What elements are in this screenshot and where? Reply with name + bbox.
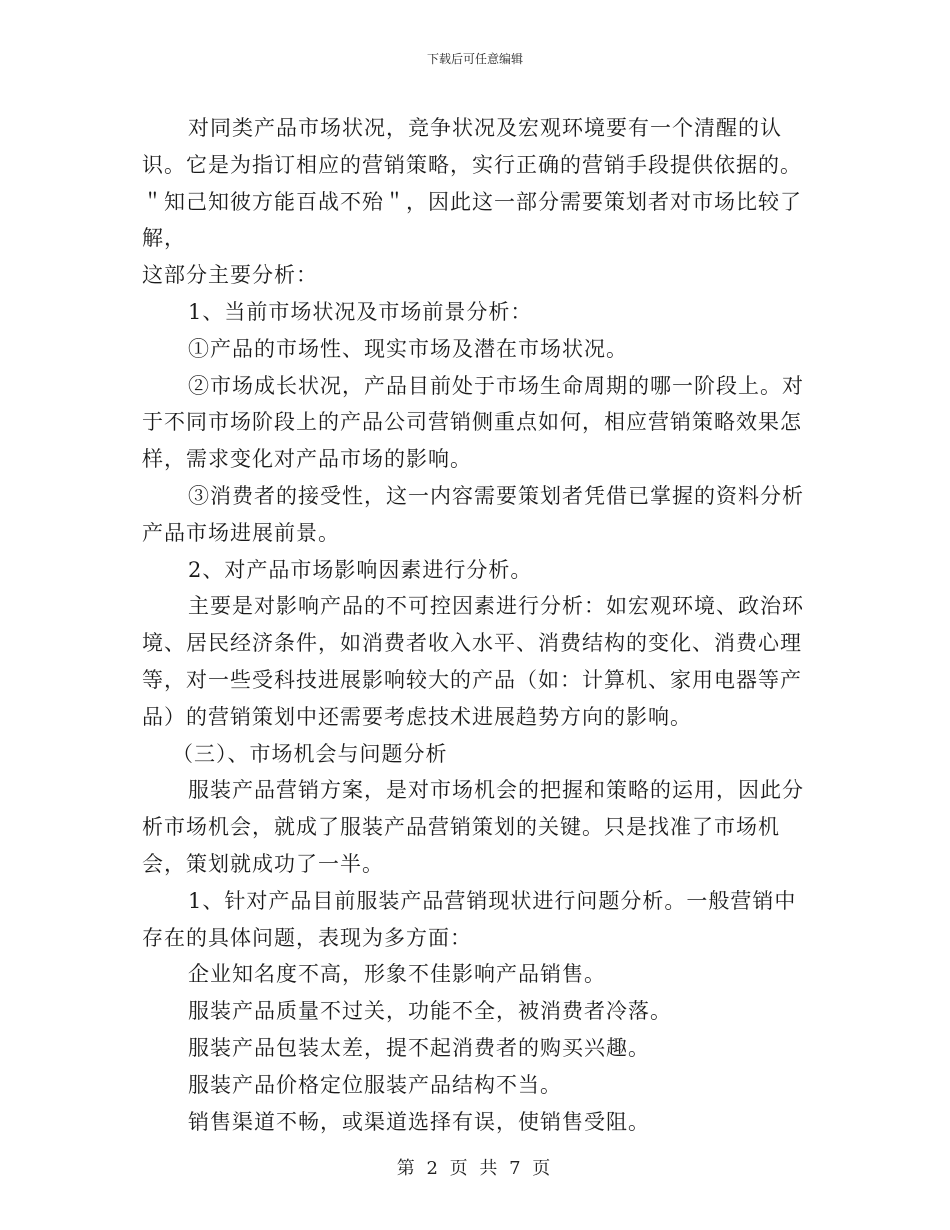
section-heading: （三）、市场机会与问题分析: [172, 741, 448, 766]
paragraph-7: 2、对产品市场影响因素进行分析。: [188, 557, 533, 582]
paragraph-3: 1、当前市场状况及市场前景分析：: [188, 299, 533, 324]
document-body: [142, 110, 810, 1140]
page-header: 下载后可任意编辑: [426, 52, 523, 66]
paragraph-4: ①产品的市场性、现实市场及潜在市场状况。: [188, 336, 628, 361]
paragraph-14: 服装产品包装太差，提不起消费者的购买兴趣。: [188, 1035, 650, 1060]
paragraph-10: 服装产品营销方案，是对市场机会的把握和策略的运用，因此分析市场机会，就成了服装产品营销策划的关键。只是找准了市场机会，策划就成功了一半。: [142, 778, 804, 876]
paragraph-13: 服装产品质量不过关，功能不全，被消费者冷落。: [188, 999, 672, 1024]
paragraph-12: 企业知名度不高，形象不佳影响产品销售。: [188, 962, 606, 987]
paragraph-5: ②市场成长状况，产品目前处于市场生命周期的哪一阶段上。对于不同市场阶段上的产品公司营销侧重点如何，相应营销策略效果怎样，需求变化对产品市场的影响。: [142, 373, 804, 472]
paragraph-1: 对同类产品市场状况，竞争状况及宏观环境要有一个清醒的认识。它是为指订相应的营销策略，实行正确的营销手段提供依据的。＂知己知彼方能百战不殆＂，因此这一部分需要策划者对市场比较了解，: [142, 116, 802, 251]
paragraph-16: 销售渠道不畅，或渠道选择有误，使销售受阻。: [188, 1109, 650, 1134]
paragraph-6: ③消费者的接受性，这一内容需要策划者凭借已掌握的资料分析产品市场进展前景。: [142, 483, 804, 545]
paragraph-11: 1、针对产品目前服装产品营销现状进行问题分析。一般营销中存在的具体问题，表现为多方面：: [142, 888, 797, 950]
paragraph-15: 服装产品价格定位服装产品结构不当。: [188, 1072, 562, 1097]
page-footer: 第 2 页 共 7 页: [396, 1158, 554, 1179]
paragraph-2: 这部分主要分析：: [142, 263, 318, 288]
paragraph-8: 主要是对影响产品的不可控因素进行分析：如宏观环境、政治环境、居民经济条件，如消费者收入水平、消费结构的变化、消费心理等，对一些受科技进展影响较大的产品（如：计算机、家用电器等产品）的营销策划中还需要考虑技术进展趋势方向的影响。: [142, 594, 804, 729]
